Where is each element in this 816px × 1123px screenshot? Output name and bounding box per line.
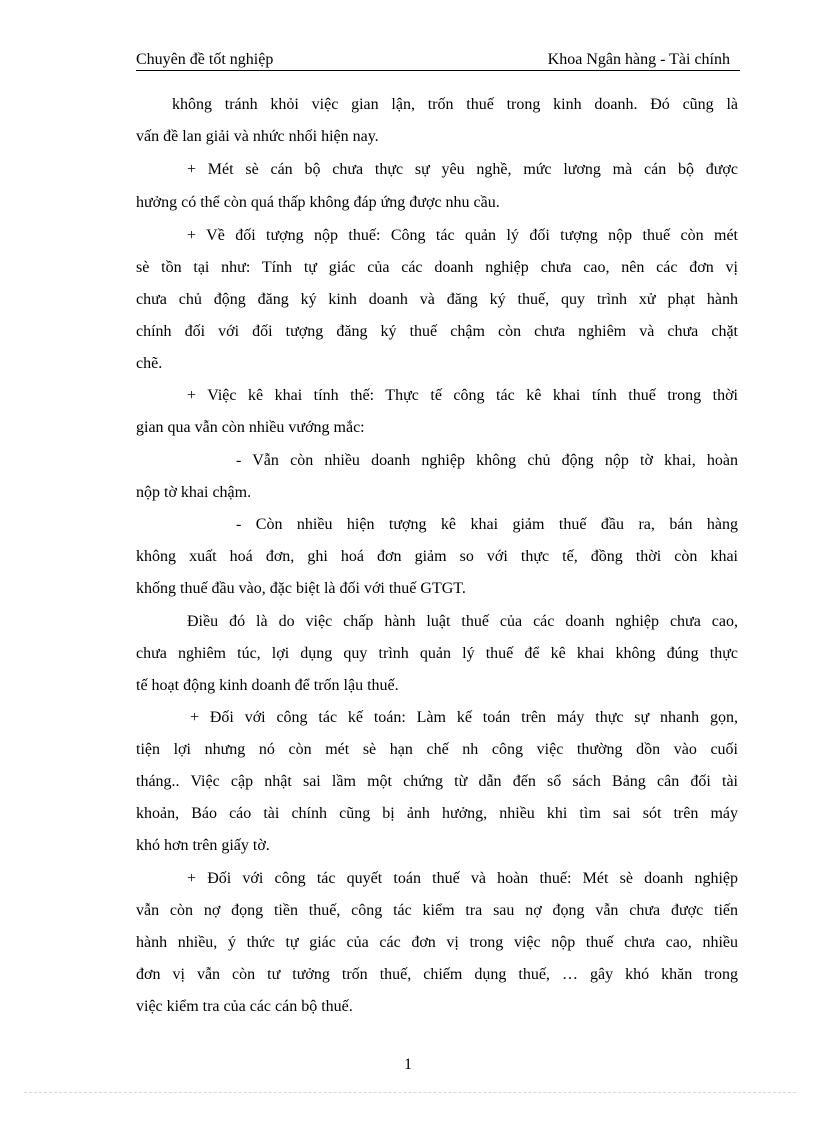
text-line: + Đối với công tác quyết toán thuế và hoàn thuế: Mét sè doanh nghiệp xyxy=(187,870,738,887)
text-line: tháng.. Việc cập nhật sai lầm một chứng từ dẫn đến sổ sách Bảng cân đối tài xyxy=(136,773,738,790)
text-line: + Việc kê khai tính thế: Thực tế công tác kê khai tính thuế trong thời xyxy=(187,387,738,404)
text-line: - Vẫn còn nhiều doanh nghiệp không chủ động nộp tờ khai, hoàn xyxy=(236,452,738,469)
text-line: - Còn nhiều hiện tượng kê khai giảm thuế đầu ra, bán hàng xyxy=(236,516,738,533)
text-line: việc kiểm tra của các cán bộ thuế. xyxy=(136,998,353,1015)
header-document-title: Chuyên đề tốt nghiệp xyxy=(136,51,274,68)
header-department: Khoa Ngân hàng - Tài chính xyxy=(547,51,730,68)
text-line: Điều đó là do việc chấp hành luật thuế của các doanh nghiệp chưa cao, xyxy=(187,613,738,630)
text-line: + Đối với công tác kế toán: Làm kế toán trên máy thực sự nhanh gọn, xyxy=(190,709,738,726)
text-line: vấn đề lan giải và nhức nhối hiện nay. xyxy=(136,128,379,145)
text-line: khống thuế đầu vào, đặc biệt là đối với thuế GTGT. xyxy=(136,580,466,597)
text-line: nộp tờ khai chậm. xyxy=(136,484,252,501)
page-number: 1 xyxy=(404,1056,412,1073)
text-line: chính đối với đối tượng đăng ký thuế chậm còn chưa nghiêm và chưa chặt xyxy=(136,323,738,340)
header-rule xyxy=(136,70,740,71)
text-line: không xuất hoá đơn, ghi hoá đơn giảm so với thực tế, đồng thời còn khai xyxy=(136,548,738,565)
text-line: chẽ. xyxy=(136,355,163,372)
text-line: chưa chủ động đăng ký kinh doanh và đăng ký thuế, quy trình xử phạt hành xyxy=(136,291,738,308)
text-line: chưa nghiêm túc, lợi dụng quy trình quản lý thuế để kê khai không đúng thực xyxy=(136,645,738,662)
text-line: không tránh khỏi việc gian lận, trốn thuế trong kinh doanh. Đó cũng là xyxy=(172,96,738,113)
text-line: sè tồn tại như: Tính tự giác của các doanh nghiệp chưa cao, nên các đơn vị xyxy=(136,259,738,276)
text-line: hành nhiều, ý thức tự giác của các đơn vị trong việc nộp thuế chưa cao, nhiều xyxy=(136,934,738,951)
page-header xyxy=(136,49,740,71)
text-line: tế hoạt động kinh doanh để trốn lậu thuế. xyxy=(136,677,399,694)
text-line: đơn vị vẫn còn tư tưởng trốn thuế, chiếm dụng thuế, … gây khó khăn trong xyxy=(136,966,738,983)
page-bottom-border xyxy=(24,1092,796,1093)
text-line: hưởng có thể còn quá thấp không đáp ứng được nhu cầu. xyxy=(136,194,500,211)
text-line: gian qua vẫn còn nhiều vướng mắc: xyxy=(136,419,365,436)
text-line: vẫn còn nợ đọng tiền thuế, công tác kiểm tra sau nợ đọng vẫn chưa được tiến xyxy=(136,902,738,919)
text-line: + Mét sè cán bộ chưa thực sự yêu nghề, mức lương mà cán bộ được xyxy=(187,161,738,178)
text-line: tiện lợi nhưng nó còn mét sè hạn chế nh công việc thường dồn vào cuối xyxy=(136,741,738,758)
text-line: khoản, Báo cáo tài chính cũng bị ảnh hưởng, nhiều khi tìm sai sót trên máy xyxy=(136,805,738,822)
text-line: khó hơn trên giấy tờ. xyxy=(136,837,270,854)
text-line: + Về đối tượng nộp thuế: Công tác quản lý đối tượng nộp thuế còn mét xyxy=(187,227,738,244)
